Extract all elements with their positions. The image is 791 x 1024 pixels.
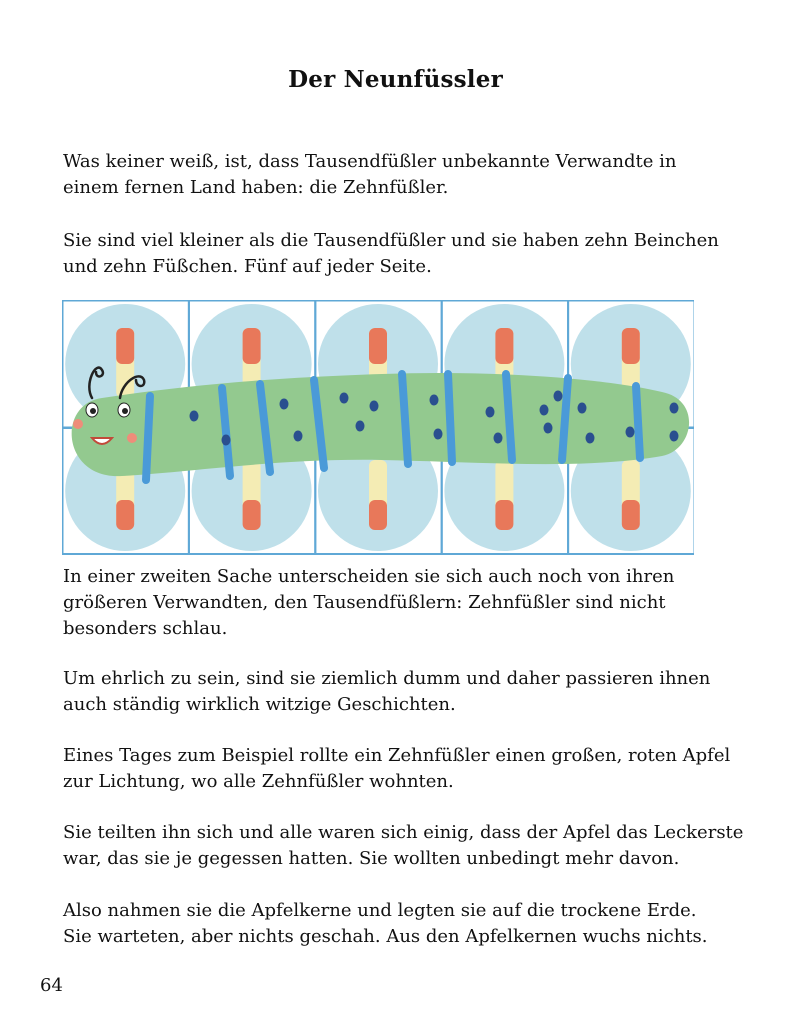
text-line: Eines Tages zum Beispiel rollte ein Zehnfüßler einen großen, roten Apfel	[63, 745, 731, 766]
body-dot	[486, 407, 495, 418]
paragraph-2	[63, 228, 743, 280]
text-line: Um ehrlich zu sein, sind sie ziemlich dumm und daher passieren ihnen	[63, 668, 711, 689]
caterpillar-illustration	[62, 300, 694, 555]
text-line: besonders schlau.	[63, 618, 228, 639]
foot	[243, 500, 261, 530]
paragraph-6	[63, 820, 743, 872]
text-line: Also nahmen sie die Apfelkerne und legten sie auf die trockene Erde.	[63, 900, 697, 921]
text-line: Sie teilten ihn sich und alle waren sich einig, dass der Apfel das Leckerste	[63, 822, 744, 843]
text-line: war, das sie je gegessen hatten. Sie wollten unbedingt mehr davon.	[63, 848, 680, 869]
body-dot	[430, 395, 439, 406]
body-dot	[370, 401, 379, 412]
body-dot	[670, 403, 679, 414]
page-title: Der Neunfüssler	[288, 66, 503, 93]
paragraph-4	[63, 666, 743, 718]
body-dot	[434, 429, 443, 440]
text-line: In einer zweiten Sache unterscheiden sie sich auch noch von ihren	[63, 566, 675, 587]
body-dot	[222, 435, 231, 446]
body-dot	[190, 411, 199, 422]
foot	[369, 328, 387, 364]
body-stripe	[146, 396, 150, 480]
foot	[622, 500, 640, 530]
foot	[116, 328, 134, 364]
body-dot	[494, 433, 503, 444]
page-number: 64	[40, 975, 63, 996]
foot	[622, 328, 640, 364]
paragraph-7	[63, 898, 743, 950]
body-dot	[340, 393, 349, 404]
body-dot	[626, 427, 635, 438]
body-dot	[586, 433, 595, 444]
caterpillar-svg	[62, 300, 694, 555]
body-dot	[554, 391, 563, 402]
text-line: einem fernen Land haben: die Zehnfüßler.	[63, 177, 449, 198]
foot	[495, 328, 513, 364]
cheek-icon	[73, 419, 83, 429]
paragraph-3	[63, 564, 743, 642]
text-line: und zehn Füßchen. Fünf auf jeder Seite.	[63, 256, 432, 277]
foot	[243, 328, 261, 364]
body-dot	[294, 431, 303, 442]
text-line: zur Lichtung, wo alle Zehnfüßler wohnten.	[63, 771, 454, 792]
body-dot	[670, 431, 679, 442]
foot	[495, 500, 513, 530]
body-stripe	[448, 374, 452, 462]
body-dot	[544, 423, 553, 434]
text-line: Sie warteten, aber nichts geschah. Aus den Apfelkernen wuchs nichts.	[63, 926, 708, 947]
body-dot	[540, 405, 549, 416]
pupil-icon	[122, 408, 128, 414]
text-line: Was keiner weiß, ist, dass Tausendfüßler unbekannte Verwandte in	[63, 151, 677, 172]
text-line: größeren Verwandten, den Tausendfüßlern: Zehnfüßler sind nicht	[63, 592, 666, 613]
text-line: Sie sind viel kleiner als die Tausendfüßler und sie haben zehn Beinchen	[63, 230, 719, 251]
body-stripe	[636, 386, 640, 458]
foot	[369, 500, 387, 530]
foot	[116, 500, 134, 530]
body-dot	[578, 403, 587, 414]
paragraph-1	[63, 149, 743, 201]
body-dot	[356, 421, 365, 432]
body-dot	[280, 399, 289, 410]
text-line: auch ständig wirklich witzige Geschichten.	[63, 694, 456, 715]
paragraph-5	[63, 743, 743, 795]
pupil-icon	[90, 408, 96, 414]
cheek-icon	[127, 433, 137, 443]
